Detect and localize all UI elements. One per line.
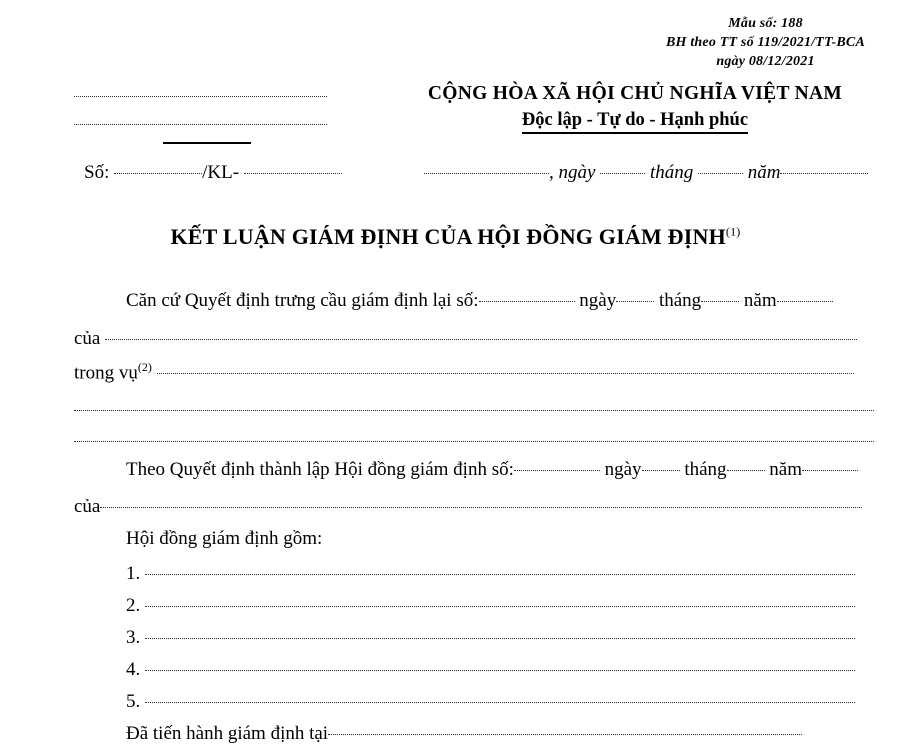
cua-label-2: của [74,496,101,517]
year-label: năm [747,162,781,183]
document-number-separator: /KL- [202,162,240,183]
theo-qd-year-label: năm [769,459,802,480]
council-members-heading: Hội đồng giám định gồm: [126,528,323,549]
form-number-line: Mẫu số: 188 [728,16,803,31]
month-input[interactable] [698,173,743,174]
issuer-name-line-2[interactable] [74,124,327,125]
can-cu-month-label: tháng [658,290,702,311]
examination-location-input[interactable] [328,734,802,735]
theo-qd-text: Theo Quyết định thành lập Hội đồng giám định số: [126,459,514,480]
national-heading-block [400,83,870,134]
council-member-row [74,659,874,681]
theo-qd-year-input[interactable] [802,470,858,471]
page-title-text: KẾT LUẬN GIÁM ĐỊNH CỦA HỘI ĐỒNG GIÁM ĐỊNH [170,224,726,249]
page-title [0,224,911,250]
form-meta-block [666,14,865,71]
council-member-input[interactable] [145,574,855,575]
document-number-suffix-input[interactable] [244,173,342,174]
can-cu-text: Căn cứ Quyết định trưng cầu giám định lại số: [126,290,479,311]
council-member-number: 2. [126,595,141,616]
can-cu-year-input[interactable] [777,301,833,302]
day-input[interactable] [600,173,645,174]
form-date-line: ngày 08/12/2021 [716,54,815,69]
year-input[interactable] [780,173,868,174]
cua-input-1[interactable] [105,339,857,340]
council-member-row [74,563,874,585]
blank-line-2[interactable] [74,441,874,442]
council-member-number: 4. [126,659,141,680]
council-member-input[interactable] [145,702,855,703]
council-member-number: 3. [126,627,141,648]
can-cu-year-label: năm [743,290,777,311]
can-cu-month-input[interactable] [701,301,739,302]
place-input[interactable] [424,173,549,174]
national-motto: Độc lập - Tự do - Hạnh phúc [522,110,748,134]
document-number-line [84,162,342,184]
cua-row-1 [74,328,874,350]
can-cu-day-label: ngày [579,290,617,311]
council-member-input[interactable] [145,638,855,639]
cua-input-2[interactable] [100,507,862,508]
examination-location-label: Đã tiến hành giám định tại [126,723,329,744]
council-member-input[interactable] [145,670,855,671]
council-member-row [74,691,874,713]
council-member-row [74,627,874,649]
examination-location-row [74,723,874,745]
day-label: ngày [558,162,596,183]
issuer-name-line-1[interactable] [74,96,327,97]
issuer-divider-rule [163,142,251,144]
trong-vu-footnote: (2) [137,360,152,374]
theo-quyet-dinh-row [74,459,874,481]
month-label: tháng [649,162,694,183]
can-cu-number-input[interactable] [479,301,575,302]
theo-qd-month-label: tháng [684,459,727,480]
trong-vu-label: trong vụ [74,362,138,384]
can-cu-day-input[interactable] [616,301,654,302]
form-circular-line: BH theo TT số 119/2021/TT-BCA [666,35,865,50]
country-name: CỘNG HÒA XÃ HỘI CHỦ NGHĨA VIỆT NAM [427,83,843,104]
cua-label-1: của [74,328,101,349]
council-members-heading-row [74,528,874,550]
cua-row-2 [74,496,874,518]
blank-line-1[interactable] [74,410,874,411]
council-member-row [74,595,874,617]
council-member-number: 1. [126,563,141,584]
place-date-line [424,162,868,184]
council-member-input[interactable] [145,606,855,607]
document-number-label: Số: [84,162,110,183]
trong-vu-input[interactable] [157,373,854,374]
theo-qd-number-input[interactable] [514,470,600,471]
theo-qd-day-label: ngày [604,459,642,480]
trong-vu-row [74,360,874,384]
document-number-input[interactable] [114,173,202,174]
place-date-comma: , [549,162,554,183]
can-cu-row [74,290,874,312]
theo-qd-day-input[interactable] [642,470,680,471]
theo-qd-month-input[interactable] [727,470,765,471]
council-member-number: 5. [126,691,141,712]
page-title-footnote: (1) [725,224,741,239]
